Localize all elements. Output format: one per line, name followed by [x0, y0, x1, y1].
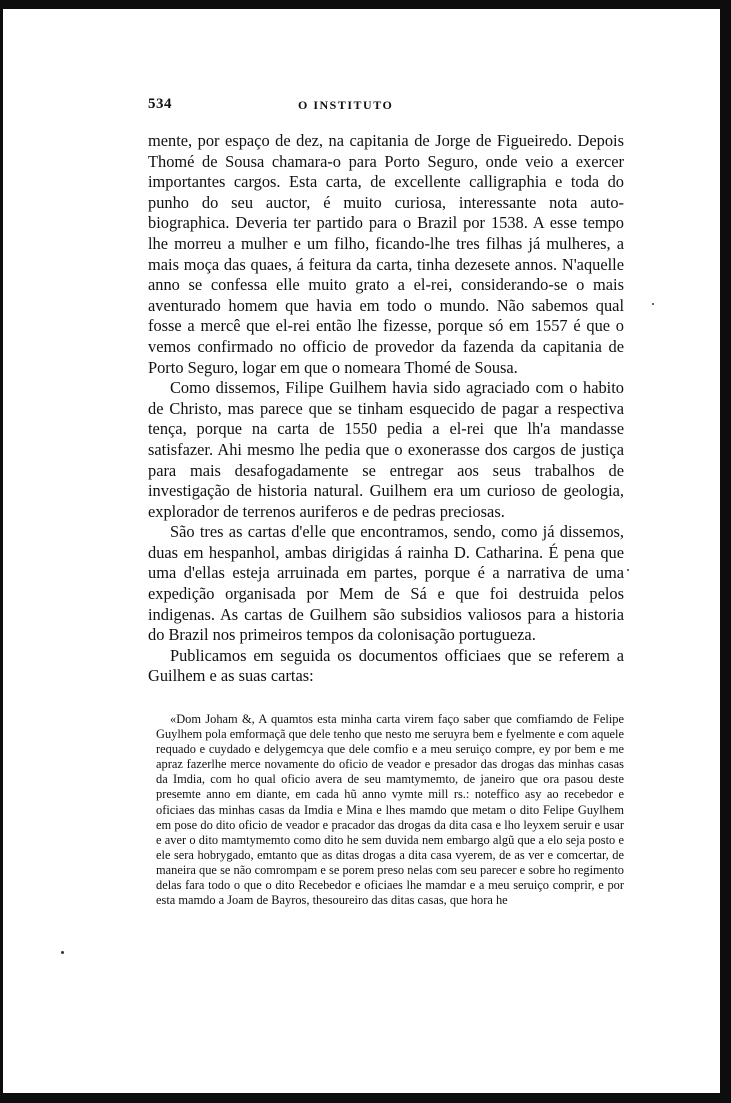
quoted-document [156, 712, 624, 908]
running-title: O INSTITUTO [298, 98, 394, 112]
paragraph: São tres as cartas d'elle que encontramos, sendo, como já dissemos, duas em hespanhol, ambas dirigidas á rainha D. Catharina. É pena que uma d'ellas esteja arruinada em partes, porque é a narrativa de uma expedição organisada por Mem de Sá e que foi destruida pelos indigenas. As cartas de Guilhem são subsidios valiosos para a historia do Brazil nos primeiros tempos da colonisação portugueza. [148, 522, 624, 645]
paragraph: Publicamos em seguida os documentos officiaes que se referem a Guilhem e as suas cartas: [148, 645, 624, 686]
scan-speck [627, 569, 629, 571]
scan-speck [61, 951, 64, 954]
document-paragraph: «Dom Joham &, A quamtos esta minha carta virem faço saber que comfiamdo de Felipe Guylhem pola emformaçã que dele tenho que nesto me seruyra bem e fyelmente e com aquele requado e cuydado e delygemcya que dele comfio e a meu seruiço compre, ey por bem e me apraz fazerlhe merce novamente do oficio de veador e presador das drogas das minhas casas da Imdia, com ho qual oficio avera de seu mamtymemto, de janeiro que ora pasou deste presemte anno em diante, em cada hũ anno vymte mill rs.: noteffico asy ao recebedor e oficiaes das minhas casas da Imdia e Mina e lhes mamdo que metam o dito Felipe Guylhem em pose do dito oficio de veador e pracador das drogas da dita casa e lho leyxem seruir e usar e aver o dito mamtymemto como dito he sem duvida nem embargo algũ que a elo seja posto e ele sera hobrygado, emtanto que as ditas drogas a dita casa vyerem, de as ver e comcertar, de maneira que se não comrompam e se porem preso nelas com seu parecer e sobre ho regimento delas fara todo o que o dito Recebedor e oficiaes lhe mamdar e a meu seruiço comprir, e por esta mamdo a Joam de Bayros, thesoureiro das ditas casas, que hora he [156, 712, 624, 908]
page-header [148, 96, 627, 118]
page-number: 534 [148, 96, 172, 112]
paragraph: Como dissemos, Filipe Guilhem havia sido agraciado com o habito de Christo, mas parece que se tinham esquecido de pagar a respectiva tença, porque na carta de 1550 pedia a el-rei que lh'a mandasse satisfazer. Ahi mesmo lhe pedia que o exonerasse dos cargos de justiça para mais desafogadamente se entregar aos seus trabalhos de investigação de historia natural. Guilhem era um curioso de geologia, explorador de terrenos auriferos e de pedras preciosas. [148, 378, 624, 521]
scan-speck [652, 303, 654, 305]
paragraph: mente, por espaço de dez, na capitania de Jorge de Figueiredo. Depois Thomé de Sousa chamara-o para Porto Seguro, onde veio a exercer importantes cargos. Esta carta, de excellente calligraphia e toda do punho do seu auctor, é muito curiosa, interessante nota auto-biographica. Deveria ter partido para o Brazil por 1538. A esse tempo lhe morreu a mulher e um filho, ficando-lhe tres filhas já mulheres, a mais moça das quaes, á feitura da carta, tinha dezesete annos. N'aquelle anno se confessa elle muito grato a el-rei, considerando-se o mais aventurado homem que havia em todo o mundo. Não sabemos qual fosse a mercê que el-rei então lhe fizesse, porque só em 1557 é que o vemos confirmado no officio de provedor da fazenda da capitania de Porto Seguro, logar em que o nomeara Thomé de Sousa. [148, 131, 624, 377]
main-text [148, 131, 624, 687]
